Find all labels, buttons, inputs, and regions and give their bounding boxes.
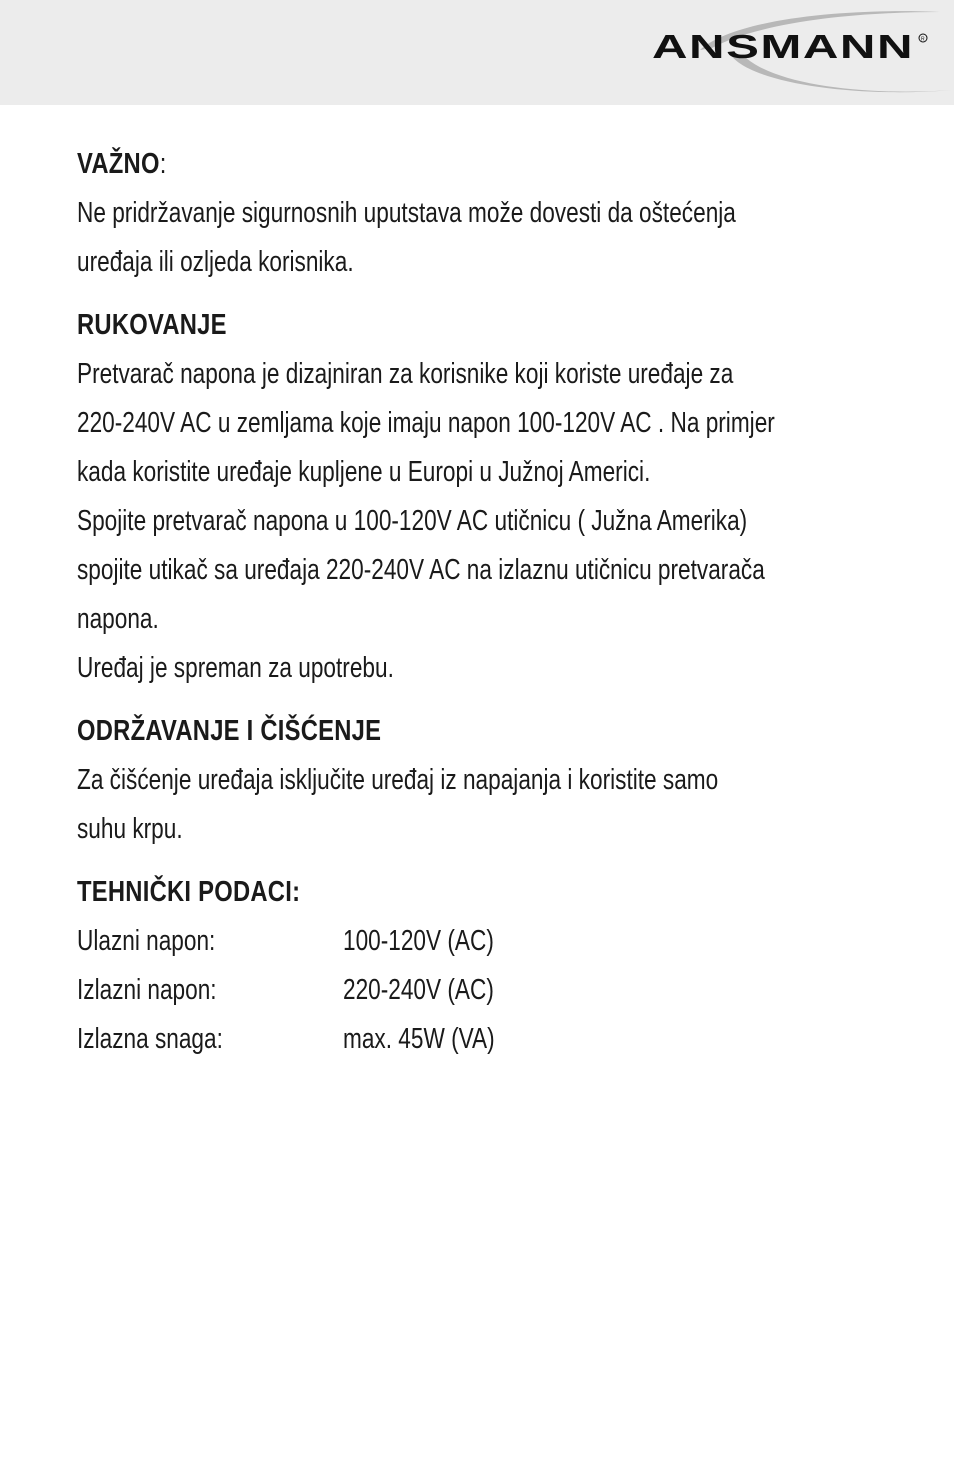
handling-heading: RUKOVANJE [77, 309, 227, 341]
maintenance-section [77, 707, 897, 854]
ansmann-logo [640, 6, 954, 98]
handling-section [77, 301, 897, 693]
svg-text:ANSMANN: ANSMANN [652, 28, 914, 65]
specs-section [77, 868, 897, 1064]
spec-label: Ulazni napon: [77, 925, 216, 957]
important-section [77, 140, 897, 287]
important-heading [77, 140, 749, 189]
spec-row-input-voltage [77, 917, 897, 966]
spec-label: Izlazni napon: [77, 974, 217, 1006]
handling-line: spojite utikač sa uređaja 220-240V AC na izlaznu utičnicu pretvarača [77, 554, 765, 586]
spec-row-output-power [77, 1015, 897, 1064]
handling-line: 220-240V AC u zemljama koje imaju napon 100-120V AC . Na primjer [77, 407, 775, 439]
spec-row-output-voltage [77, 966, 897, 1015]
spec-value: 220-240V (AC) [343, 974, 494, 1006]
specs-heading: TEHNIČKI PODACI: [77, 876, 301, 908]
spec-value: 100-120V (AC) [343, 925, 494, 957]
maintenance-line: suhu krpu. [77, 813, 183, 845]
handling-line: Spojite pretvarač napona u 100-120V AC utičnicu ( Južna Amerika) [77, 505, 748, 537]
spec-value: max. 45W (VA) [343, 1023, 495, 1055]
maintenance-heading: ODRŽAVANJE I ČIŠĆENJE [77, 715, 382, 747]
maintenance-line: Za čišćenje uređaja isključite uređaj iz napajanja i koristite samo [77, 764, 719, 796]
svg-text:R: R [921, 36, 925, 43]
important-line: Ne pridržavanje sigurnosnih uputstava može dovesti da oštećenja [77, 197, 736, 229]
document-body [77, 140, 897, 1064]
handling-line: Uređaj je spreman za upotrebu. [77, 652, 394, 684]
handling-line: kada koristite uređaje kupljene u Europi u Južnoj Americi. [77, 456, 651, 488]
spec-label: Izlazna snaga: [77, 1023, 223, 1055]
handling-line: napona. [77, 603, 159, 635]
important-line: uređaja ili ozljeda korisnika. [77, 246, 354, 278]
handling-line: Pretvarač napona je dizajniran za korisnike koji koriste uređaje za [77, 358, 734, 390]
important-colon: : [159, 148, 167, 180]
important-title: VAŽNO [77, 148, 160, 180]
